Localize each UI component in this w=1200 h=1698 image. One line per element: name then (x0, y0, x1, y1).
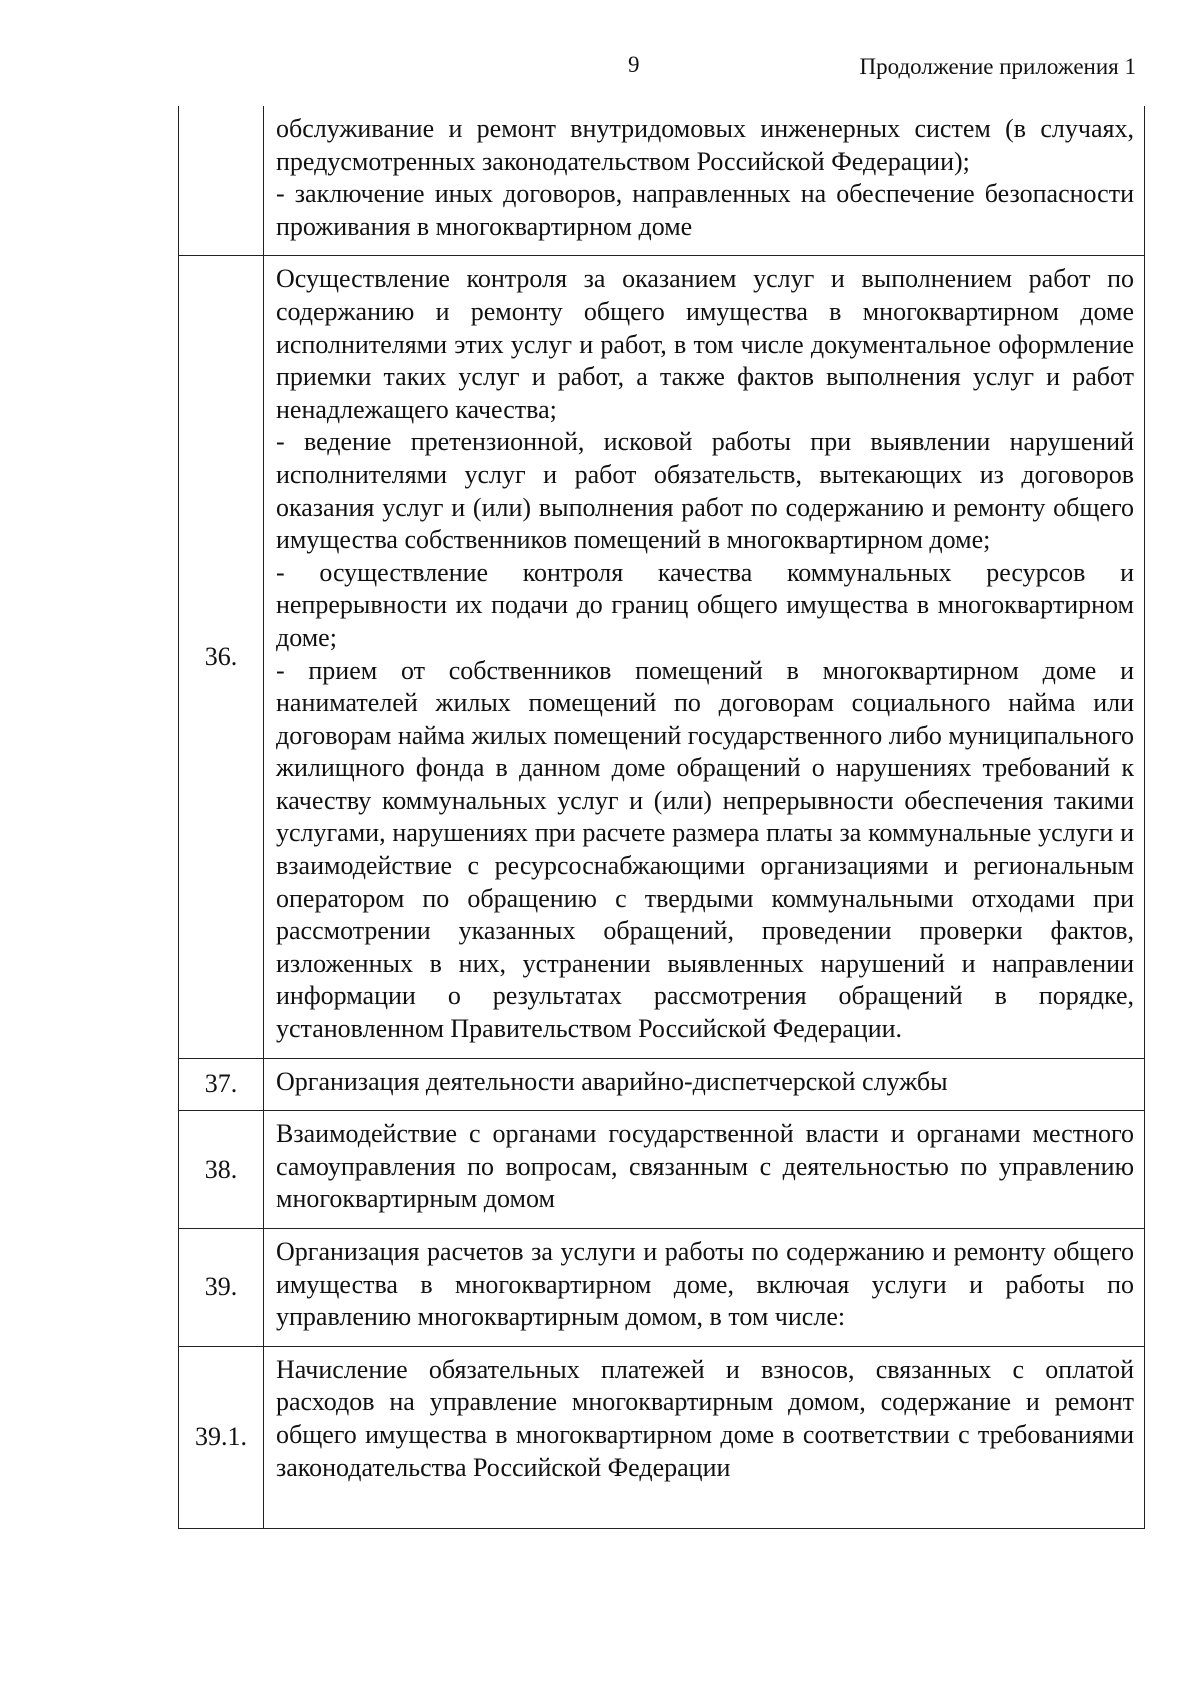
row-number: 37. (179, 1058, 264, 1111)
page-number: 9 (628, 52, 640, 77)
table-row (179, 106, 1145, 256)
table-row (179, 1058, 1145, 1111)
row-content (264, 1346, 1145, 1528)
row-content (264, 1058, 1145, 1111)
row-paragraph: Осуществление контроля за оказанием услуг и выполнением работ по содержанию и ремонту общего имущества в многоквартирном доме исполнителями этих услуг и работ, в том числе документальное оформление приемки таких услуг и работ, а также фактов выполнения услуг и работ ненадлежащего качества; (276, 264, 1134, 424)
row-paragraph: - ведение претензионной, исковой работы при выявлении нарушений исполнителями услуг и работ обязательств, вытекающих из договоров оказания услуг и (или) выполнения работ по содержанию и ремонту общего имущества собственников помещений в многоквартирном доме; (276, 427, 1134, 555)
row-content (264, 1111, 1145, 1229)
row-paragraph: обслуживание и ремонт внутридомовых инженерных систем (в случаях, предусмотренных законодательством Российской Федерации); (276, 114, 1134, 176)
row-paragraph: Организация деятельности аварийно-диспетчерской службы (276, 1066, 948, 1096)
row-paragraph: Организация расчетов за услуги и работы по содержанию и ремонту общего имущества в многоквартирном доме, включая услуги и работы по управлению многоквартирным домом, в том числе: (276, 1237, 1134, 1332)
row-number (179, 106, 264, 256)
table-row (179, 1229, 1145, 1347)
row-paragraph: - осуществление контроля качества коммунальных ресурсов и непрерывности их подачи до границ общего имущества в многоквартирном доме; (276, 557, 1134, 652)
row-content (264, 106, 1145, 256)
row-paragraph: - заключение иных договоров, направленных на обеспечение безопасности проживания в многоквартирном доме (276, 179, 1134, 241)
row-paragraph: - прием от собственников помещений в многоквартирном доме и нанимателей жилых помещений по договорам социального найма или договорам найма жилых помещений государственного либо муниципального жилищного фонда в данном доме обращений о нарушениях требований к качеству коммунальных услуг и (или) непрерывности обеспечения такими услугами, нарушениях при расчете размера платы за коммунальные услуги и взаимодействие с ресурсоснабжающими организациями и региональным оператором по обращению с твердыми коммунальными отходами при рассмотрении указанных обращений, проведении проверки фактов, изложенных в них, устранении выявленных нарушений и направлении информации о результатах рассмотрения обращений в порядке, установленном Правительством Российской Федерации. (276, 655, 1134, 1044)
table-row (179, 256, 1145, 1058)
row-paragraph: Взаимодействие с органами государственной власти и органами местного самоуправления по вопросам, связанным с деятельностью по управлению многоквартирным домом (276, 1119, 1134, 1214)
row-content (264, 1229, 1145, 1347)
services-table (178, 106, 1145, 1529)
row-number: 39.1. (179, 1346, 264, 1528)
blank-line (276, 1484, 1134, 1516)
table-row (179, 1346, 1145, 1528)
table-row (179, 1111, 1145, 1229)
row-paragraph: Начисление обязательных платежей и взносов, связанных с оплатой расходов на управление многоквартирным домом, содержание и ремонт общего имущества в многоквартирном доме в соответствии с требованиями законодательства Российской Федерации (276, 1354, 1134, 1482)
row-content (264, 256, 1145, 1058)
continuation-label: Продолжение приложения 1 (859, 54, 1136, 79)
row-number: 36. (179, 256, 264, 1058)
row-number: 38. (179, 1111, 264, 1229)
row-number: 39. (179, 1229, 264, 1347)
